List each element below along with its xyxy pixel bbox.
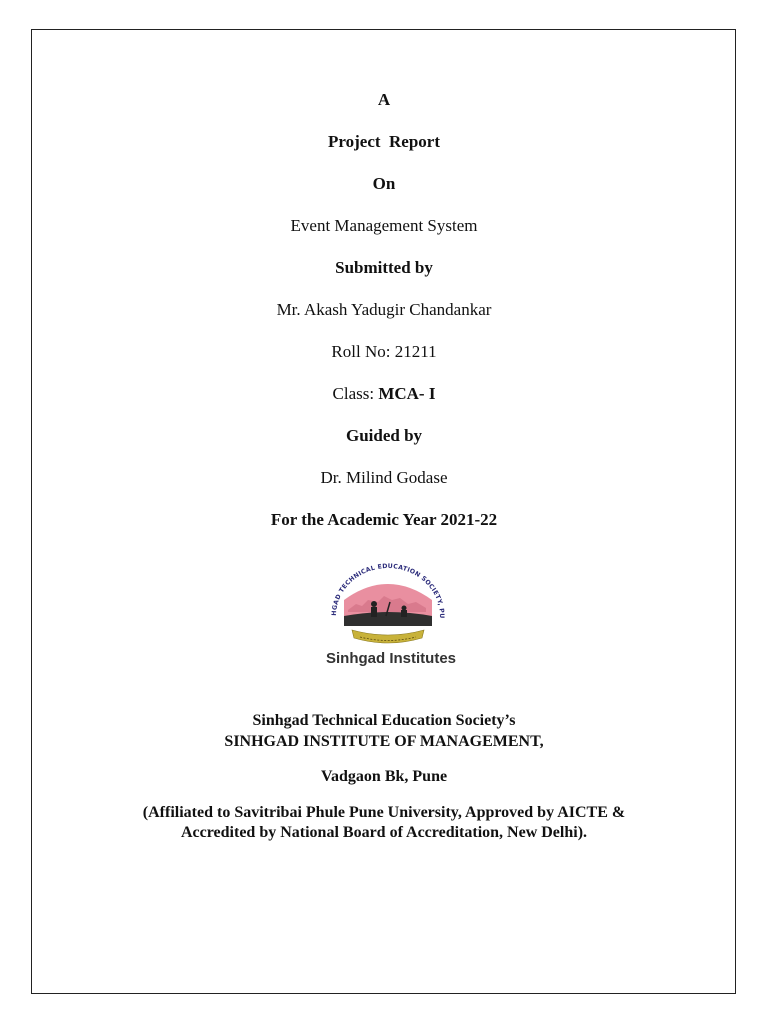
logo-arc-text: HGAD TECHNICAL EDUCATION SOCIETY, PU xyxy=(330,562,446,619)
submitted-by-label: Submitted by xyxy=(335,258,433,277)
institute-name: SINHGAD INSTITUTE OF MANAGEMENT, xyxy=(224,733,544,750)
class-line xyxy=(0,384,768,404)
logo-figure-head-2 xyxy=(402,606,407,611)
institute-location: Vadgaon Bk, Pune xyxy=(320,768,448,785)
logo-figure-body-2 xyxy=(401,610,407,617)
society-name: Sinhgad Technical Education Society’s xyxy=(252,712,516,729)
report-type: Project Report xyxy=(327,132,441,151)
sinhgad-logo xyxy=(326,560,457,672)
logo-caption: Sinhgad Institutes xyxy=(326,650,457,667)
line-a: A xyxy=(377,90,391,109)
on-label: On xyxy=(372,174,396,193)
logo-figure-body-1 xyxy=(371,607,377,617)
logo-ground xyxy=(344,612,432,626)
sinhgad-emblem-icon xyxy=(326,560,450,650)
academic-year: For the Academic Year 2021-22 xyxy=(270,510,498,529)
guide-name: Dr. Milind Godase xyxy=(320,468,448,487)
logo-figure-head-1 xyxy=(371,601,377,607)
roll-number: Roll No: 21211 xyxy=(331,342,437,361)
guided-by-label: Guided by xyxy=(345,426,423,445)
affiliation-note: (Affiliated to Savitribai Phule Pune University, Approved by AICTE & Accredited by National Board of Accreditation, New Delhi). xyxy=(142,804,626,841)
logo-ribbon xyxy=(352,630,424,643)
project-title: Event Management System xyxy=(290,216,478,235)
student-name: Mr. Akash Yadugir Chandankar xyxy=(276,300,492,319)
class-value: MCA- I xyxy=(378,384,436,403)
class-prefix: Class: xyxy=(332,384,379,403)
